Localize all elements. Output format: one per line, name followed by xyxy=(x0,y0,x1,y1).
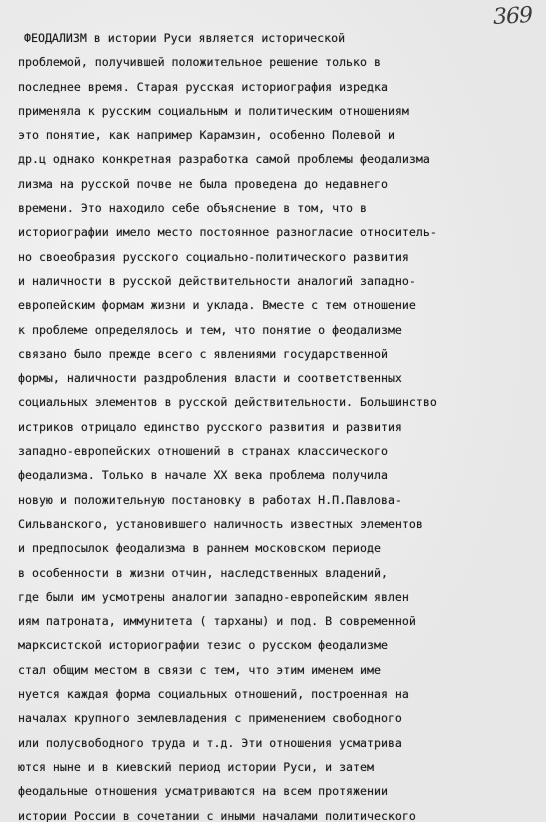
text-line: стал общим местом в связи с тем, что этим именем име xyxy=(18,662,381,677)
text-line: европейским формам жизни и уклада. Вместе с тем отношение xyxy=(18,298,416,313)
text-line: но своеобразия русского социально-политического развития xyxy=(18,249,409,264)
text-line: нуется каждая форма социальных отношений, построенная на xyxy=(18,687,409,702)
text-line: иям патроната, иммунитета ( тарханы) и под. В современной xyxy=(18,614,416,629)
text-line: и предпосылок феодализма в раннем московском периоде xyxy=(18,541,381,556)
text-line: феодализма. Только в начале XX века проблема получила xyxy=(18,468,388,483)
text-line: времени. Это находило себе объяснение в том, что в xyxy=(18,201,368,216)
text-line: связано было прежде всего с явлениями государственной xyxy=(18,346,388,361)
text-line: марксистской историографии тезис о русском феодализме xyxy=(18,638,388,653)
text-line: лизма на русской почве не была проведена до недавнего xyxy=(18,176,388,191)
text-line: западно-европейских отношений в странах классического xyxy=(18,444,388,459)
text-line: ФЕОДАЛИЗМ в истории Руси является исторической xyxy=(24,31,346,45)
text-line: Сильванского, установившего наличность известных элементов xyxy=(18,516,423,531)
text-line: где были им усмотрены аналогии западно-европейским явлен xyxy=(18,589,409,604)
text-line: феодальные отношения усматриваются на всем протяжении xyxy=(18,784,388,799)
text-line: социальных элементов в русской действительности. Большинство xyxy=(18,395,437,410)
text-line: началах крупного землевладения с применением свободного xyxy=(18,711,402,726)
text-line: истории России в сочетании с иными началами политического xyxy=(18,808,416,822)
text-line: проблемой, получившей положительное решение только в xyxy=(18,55,381,70)
text-line: применяла к русским социальным и политическим отношениям xyxy=(18,103,409,118)
text-line: и наличности в русской действительности аналогий западно- xyxy=(18,273,416,288)
text-line: это понятие, как например Карамзин, особенно Полевой и xyxy=(18,128,395,143)
text-line: историографии имело место постоянное разногласие относитель- xyxy=(18,225,437,240)
text-line: формы, наличности раздробления власти и соответственных xyxy=(18,371,402,386)
text-line: к проблеме определялось и тем, что понятие о феодализме xyxy=(18,322,402,337)
text-line: истриков отрицало единство русского развития и развития xyxy=(18,419,402,434)
text-line: или полусвободного труда и т.д. Эти отношения усматрива xyxy=(18,735,402,750)
text-line: др.ц однако конкретная разработка самой проблемы феодализма xyxy=(18,152,430,167)
text-line: в особенности в жизни отчин, наследственных владений, xyxy=(18,565,388,580)
text-line: последнее время. Старая русская историография изредка xyxy=(18,79,388,94)
text-line: новую и положительную постановку в работах Н.П.Павлова- xyxy=(18,492,402,507)
page-number: 369 xyxy=(492,2,533,31)
text-line: ются ныне и в киевский период истории Руси, и затем xyxy=(18,759,374,774)
typescript-body xyxy=(18,26,532,822)
